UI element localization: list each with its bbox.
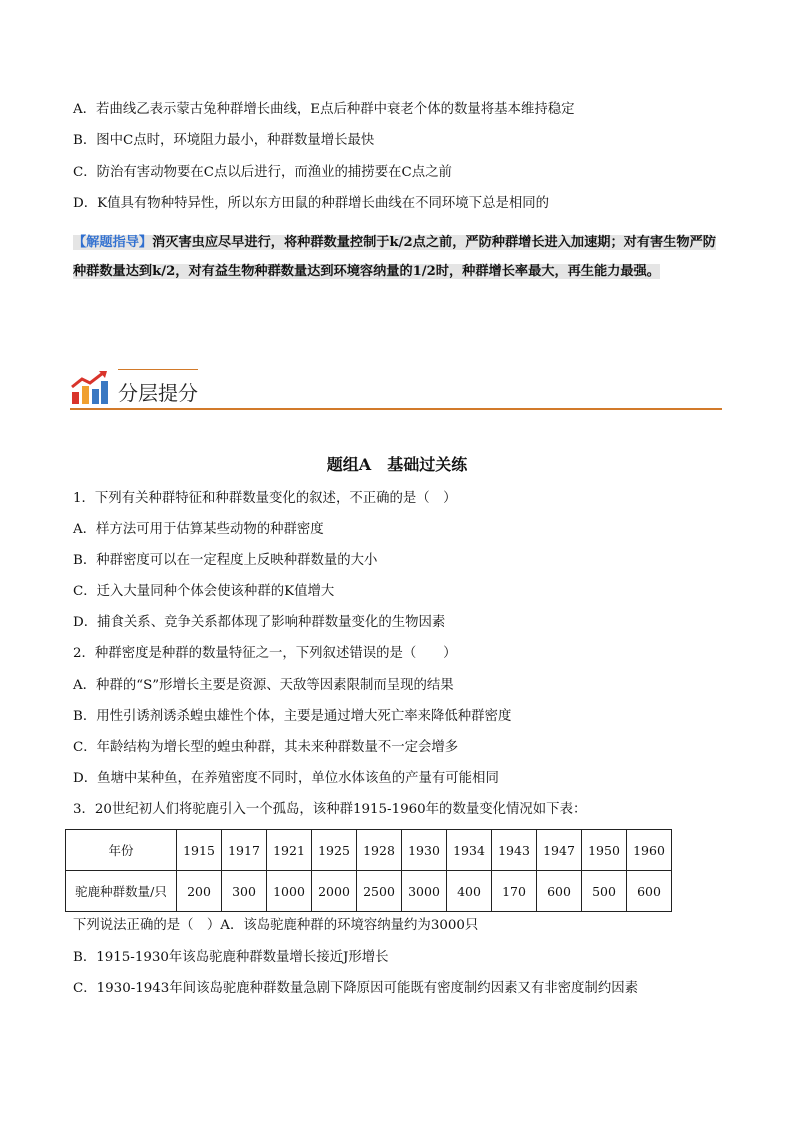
question-3-option-c: C．1930-1943年间该岛驼鹿种群数量急剧下降原因可能既有密度制约因素又有非密度制约因素 [73,981,638,996]
table-cell: 1960 [627,830,672,871]
table-cell: 1915 [177,830,222,871]
table-cell: 1917 [222,830,267,871]
question-1-option-b: B．种群密度可以在一定程度上反映种群数量的大小 [73,553,378,568]
moose-population-table [65,829,672,912]
section-header [70,364,722,410]
table-cell: 2000 [312,871,357,912]
table-cell: 200 [177,871,222,912]
option-c: C．防治有害动物要在C点以后进行，而渔业的捕捞要在C点之前 [73,165,452,180]
table-cell: 1947 [537,830,582,871]
table-cell: 1943 [492,830,537,871]
question-2-stem: 2．种群密度是种群的数量特征之一，下列叙述错误的是（ ） [73,646,457,661]
option-d: D．K值具有物种特异性，所以东方田鼠的种群增长曲线在不同环境下总是相同的 [73,196,550,211]
table-cell: 500 [582,871,627,912]
question-3-stem: 3．20世纪初人们将驼鹿引入一个孤岛，该种群1915-1960年的数量变化情况如下表： [73,802,587,817]
question-1-option-c: C．迁入大量同种个体会使该种群的K值增大 [73,584,335,599]
table-cell: 1921 [267,830,312,871]
table-cell: 3000 [402,871,447,912]
table-cell: 1950 [582,830,627,871]
option-a: A．若曲线乙表示蒙古兔种群增长曲线，E点后种群中衰老个体的数量将基本维持稳定 [73,102,575,117]
hint-text: 消灭害虫应尽早进行，将种群数量控制于k/2点之前，严防种群增长进入加速期；对有害生物严防种群数量达到k/2，对有益生物种群数量达到环境容纳量的1/2时，种群增长率最大，再生能力最强。 [73,235,716,279]
section-title: 分层提分 [118,381,198,405]
table-row-years [66,830,672,871]
question-2-option-d: D．鱼塘中某种鱼，在养殖密度不同时，单位水体该鱼的产量有可能相同 [73,771,499,786]
table-row-counts [66,871,672,912]
question-3-after-table: 下列说法正确的是（ ）A．该岛驼鹿种群的环境容纳量约为3000只 [73,918,479,933]
table-cell: 300 [222,871,267,912]
table-header-year: 年份 [66,830,177,871]
table-cell: 1934 [447,830,492,871]
table-header-count: 驼鹿种群数量/只 [66,871,177,912]
question-1-stem: 1．下列有关种群特征和种群数量变化的叙述，不正确的是（ ） [73,491,457,506]
question-1-option-d: D．捕食关系、竞争关系都体现了影响种群数量变化的生物因素 [73,615,446,630]
table-cell: 1928 [357,830,402,871]
table-cell: 400 [447,871,492,912]
solution-hint [73,228,723,286]
table-cell: 170 [492,871,537,912]
table-cell: 1000 [267,871,312,912]
question-2-option-c: C．年龄结构为增长型的蝗虫种群，其未来种群数量不一定会增多 [73,740,459,755]
option-b: B．图中C点时，环境阻力最小，种群数量增长最快 [73,133,375,148]
table-cell: 1930 [402,830,447,871]
hint-label: 【解题指导】 [73,235,153,250]
rising-chart-icon [70,370,110,410]
question-2-option-a: A．种群的“S”形增长主要是资源、天敌等因素限制而呈现的结果 [73,678,454,693]
table-cell: 2500 [357,871,402,912]
question-1-option-a: A．样方法可用于估算某些动物的种群密度 [73,522,324,537]
question-2-option-b: B．用性引诱剂诱杀蝗虫雄性个体，主要是通过增大死亡率来降低种群密度 [73,709,512,724]
section-top-rule [118,369,198,370]
table-cell: 1925 [312,830,357,871]
table-cell: 600 [537,871,582,912]
group-title: 题组A 基础过关练 [326,455,468,474]
question-3-option-b: B．1915-1930年该岛驼鹿种群数量增长接近J形增长 [73,950,389,965]
section-rule [70,408,722,410]
table-cell: 600 [627,871,672,912]
